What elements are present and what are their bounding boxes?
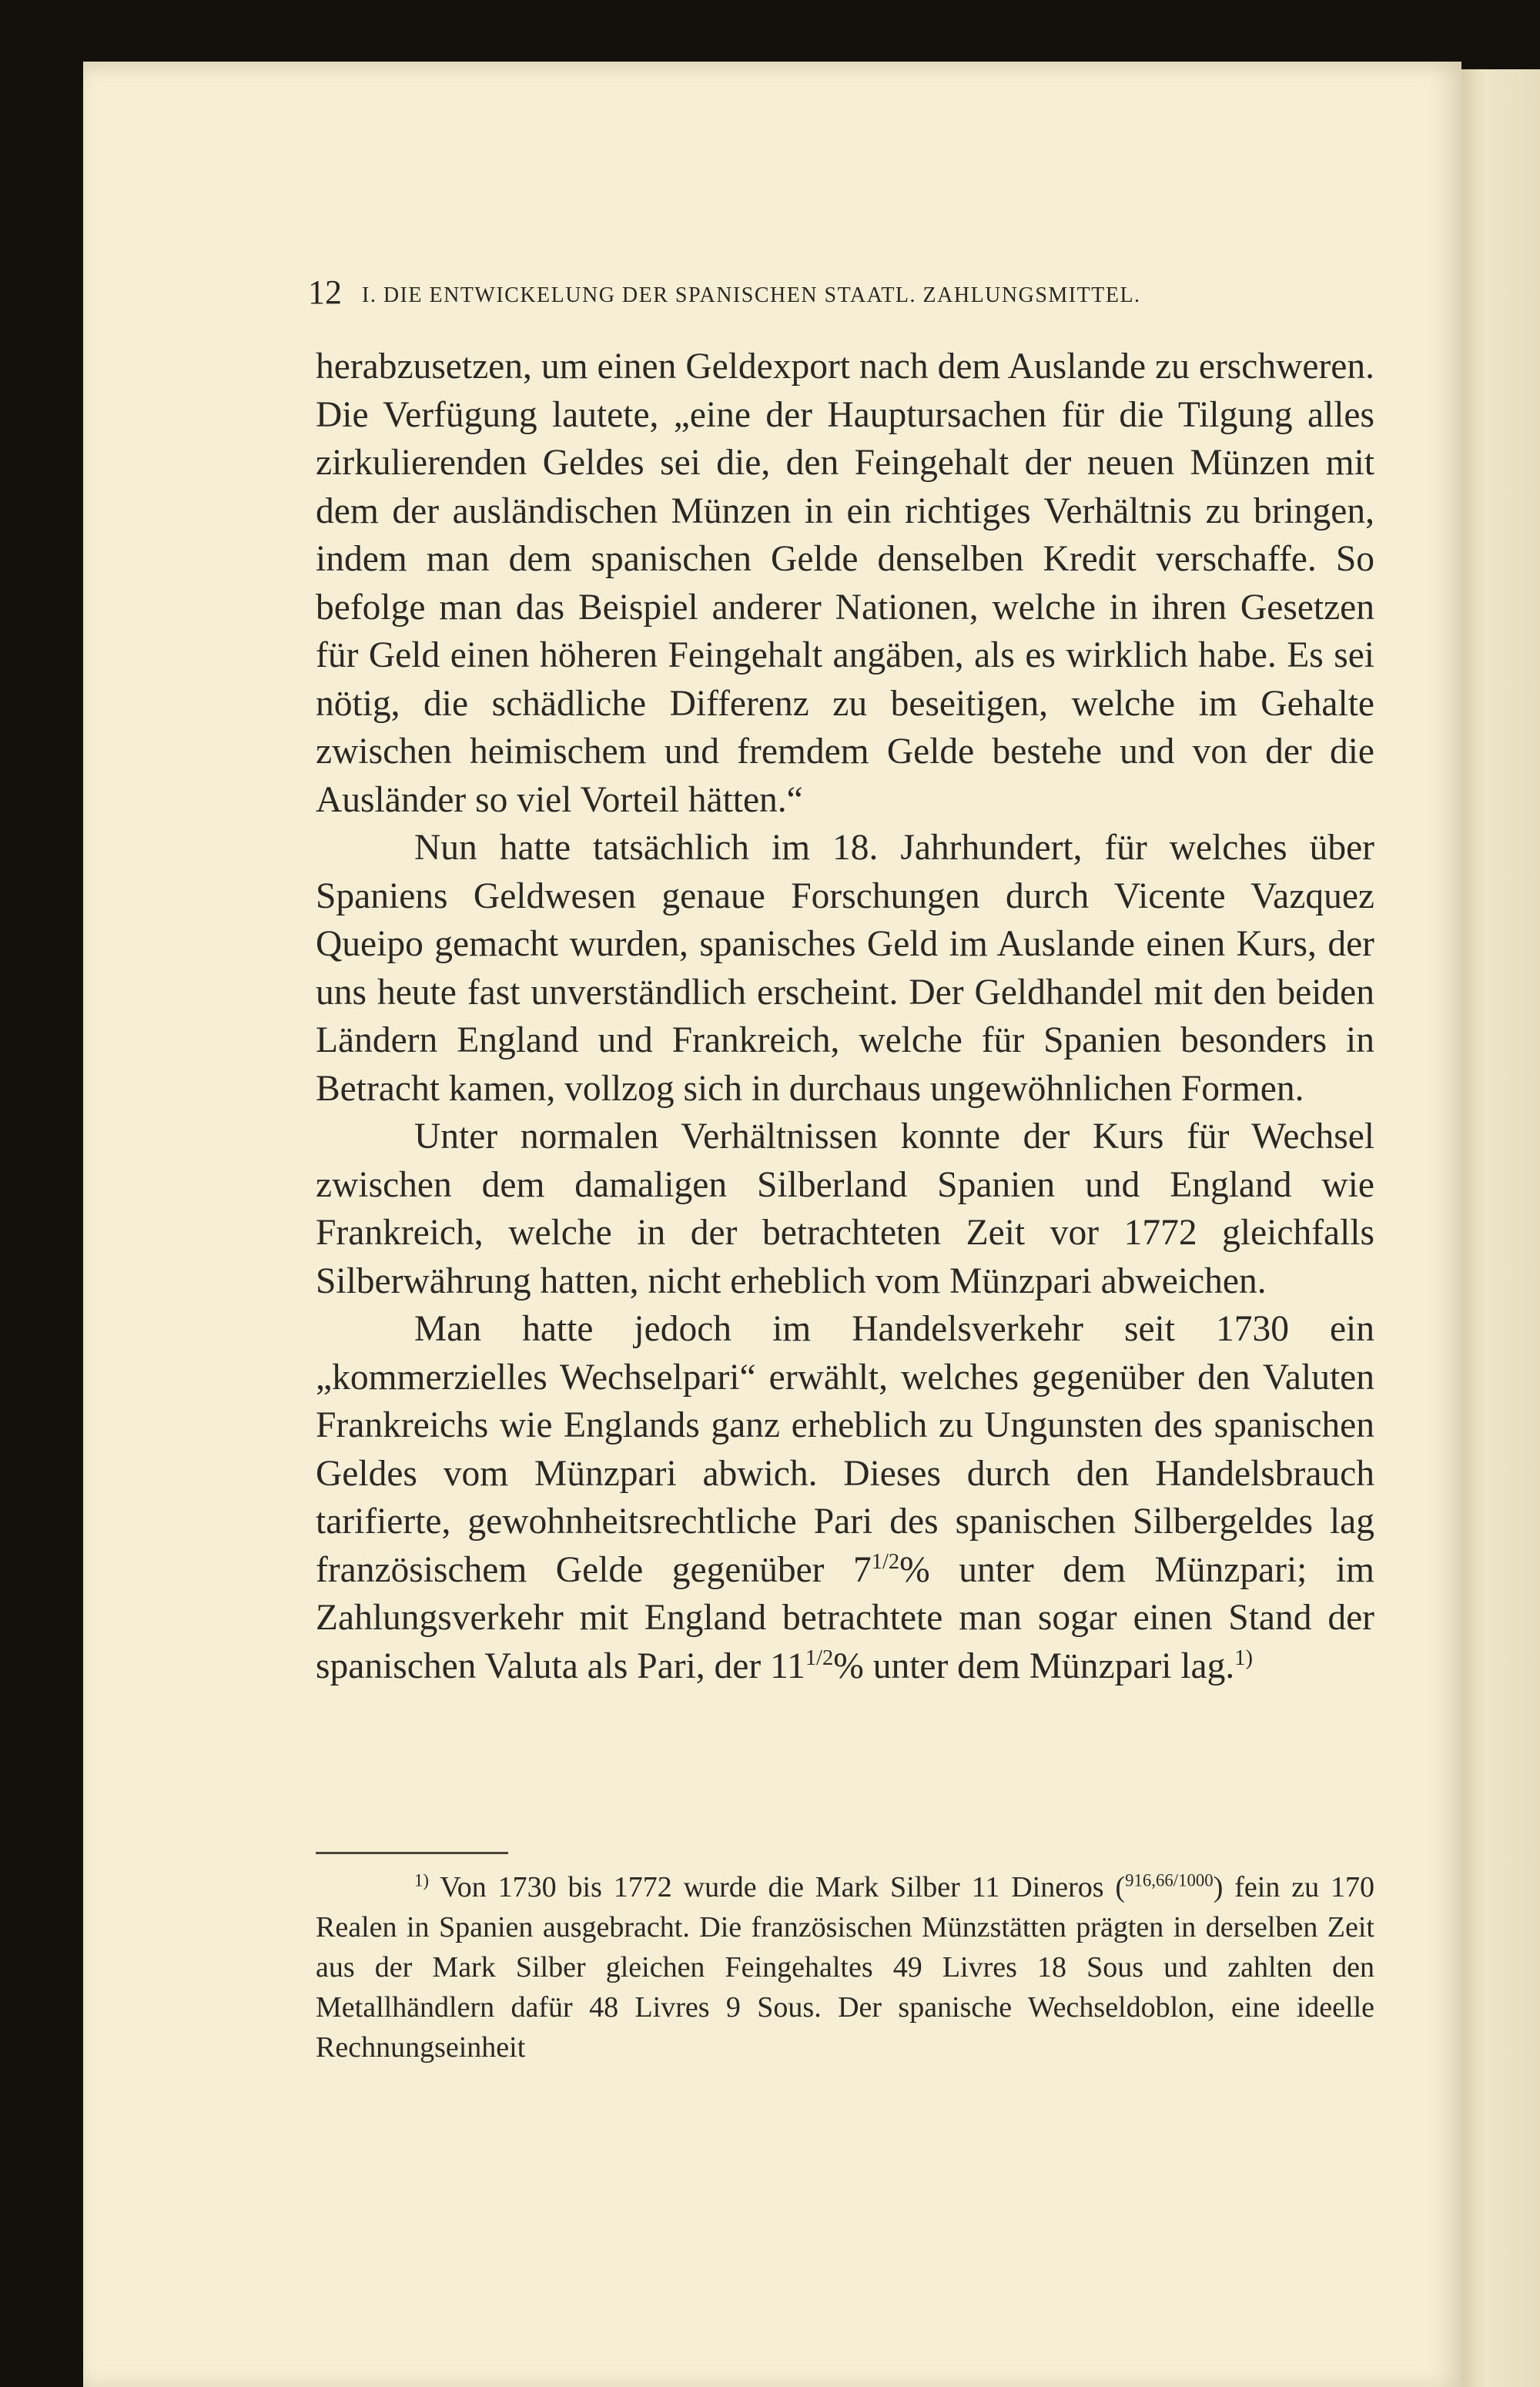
fraction-2: 1/2 bbox=[805, 1645, 834, 1670]
running-head: I. DIE ENTWICKELUNG DER SPANISCHEN STAATL. ZAHLUNGSMITTEL. bbox=[362, 283, 1141, 307]
footnote-divider bbox=[316, 1852, 508, 1854]
paragraph-3: Unter normalen Verhältnissen konnte der Kurs für Wechsel zwischen dem damaligen Silberland Spanien und England wie Frankreich, welche in der betrachteten Zeit vor 1772 gleichfalls Silberwährung hatten, nicht erheblich vom Münzpari abweichen. bbox=[316, 1116, 1374, 1301]
fineness-value: 916,66/1000 bbox=[1125, 1870, 1214, 1890]
footnote bbox=[316, 1867, 1374, 2067]
page-number: 12 bbox=[308, 273, 342, 311]
footnote-text-a: Von 1730 bis 1772 wurde die Mark Silber 11 Dineros ( bbox=[429, 1871, 1126, 1903]
footnote-paragraph bbox=[316, 1867, 1374, 2067]
footnote-reference: 1) bbox=[1234, 1645, 1254, 1670]
main-text bbox=[316, 343, 1374, 1690]
paragraph-4-part-b: % unter dem Münzpari; im Zahlungsverkehr mit England betrachtete man sogar einen Stand der spanischen Valuta als Pari, der 11 bbox=[316, 1549, 1374, 1686]
paragraph-4-part-c: % unter dem Münzpari lag. bbox=[833, 1645, 1235, 1686]
footnote-marker: 1) bbox=[414, 1870, 429, 1890]
paragraph-2: Nun hatte tatsächlich im 18. Jahrhundert, für welches über Spaniens Geldwesen genaue Forschungen durch Vicente Vazquez Queipo gemacht wurden, spanisches Geld im Auslande einen Kurs, der uns heute fast unverständlich erscheint. Der Geldhandel mit den beiden Ländern England und Frankreich, welche für Spanien besonders in Betracht kamen, vollzog sich in durchaus ungewöhnlichen Formen. bbox=[316, 828, 1374, 1109]
paragraph-1: herabzusetzen, um einen Geldexport nach dem Auslande zu erschweren. Die Verfügung lautete, „eine der Hauptursachen für die Tilgung alles zirkulierenden Geldes sei die, den Feingehalt der neuen Münzen mit dem der ausländischen Münzen in ein richtiges Verhältnis zu bringen, indem man dem spanischen Gelde denselben Kredit verschaffe. So befolge man das Beispiel anderer Nationen, welche in ihren Gesetzen für Geld einen höheren Feingehalt angäben, als es wirklich habe. Es sei nötig, die schädliche Differenz zu beseitigen, welche im Gehalte zwischen heimischem und fremdem Gelde bestehe und von der die Ausländer so viel Vorteil hätten.“ bbox=[316, 346, 1374, 820]
page-edge bbox=[1461, 69, 1540, 2387]
footnote-text-b: ) fein zu 170 Realen in Spanien ausgebracht. Die französischen Münzstätten prägten in derselben Zeit aus der Mark Silber gleichen Feingehaltes 49 Livres 18 Sous und zahlten den Metallhändlern dafür 48 Livres 9 Sous. Der spanische Wechseldoblon, eine ideelle Rechnungseinheit bbox=[316, 1871, 1374, 2064]
paragraph-4-part-a: Man hatte jedoch im Handelsverkehr seit 1730 ein „kommerzielles Wechselpari“ erwählt, welches gegenüber den Valuten Frankreichs wie Englands ganz erheblich zu Ungunsten des spanischen Geldes vom Münzpari abwich. Dieses durch den Handelsbrauch tarifierte, gewohnheitsrechtliche Pari des spanischen Silbergeldes lag französischem Gelde gegenüber 7 bbox=[316, 1309, 1374, 1590]
page-header bbox=[308, 271, 1378, 317]
paragraph-4 bbox=[316, 1305, 1374, 1690]
fraction-1: 1/2 bbox=[871, 1549, 900, 1574]
